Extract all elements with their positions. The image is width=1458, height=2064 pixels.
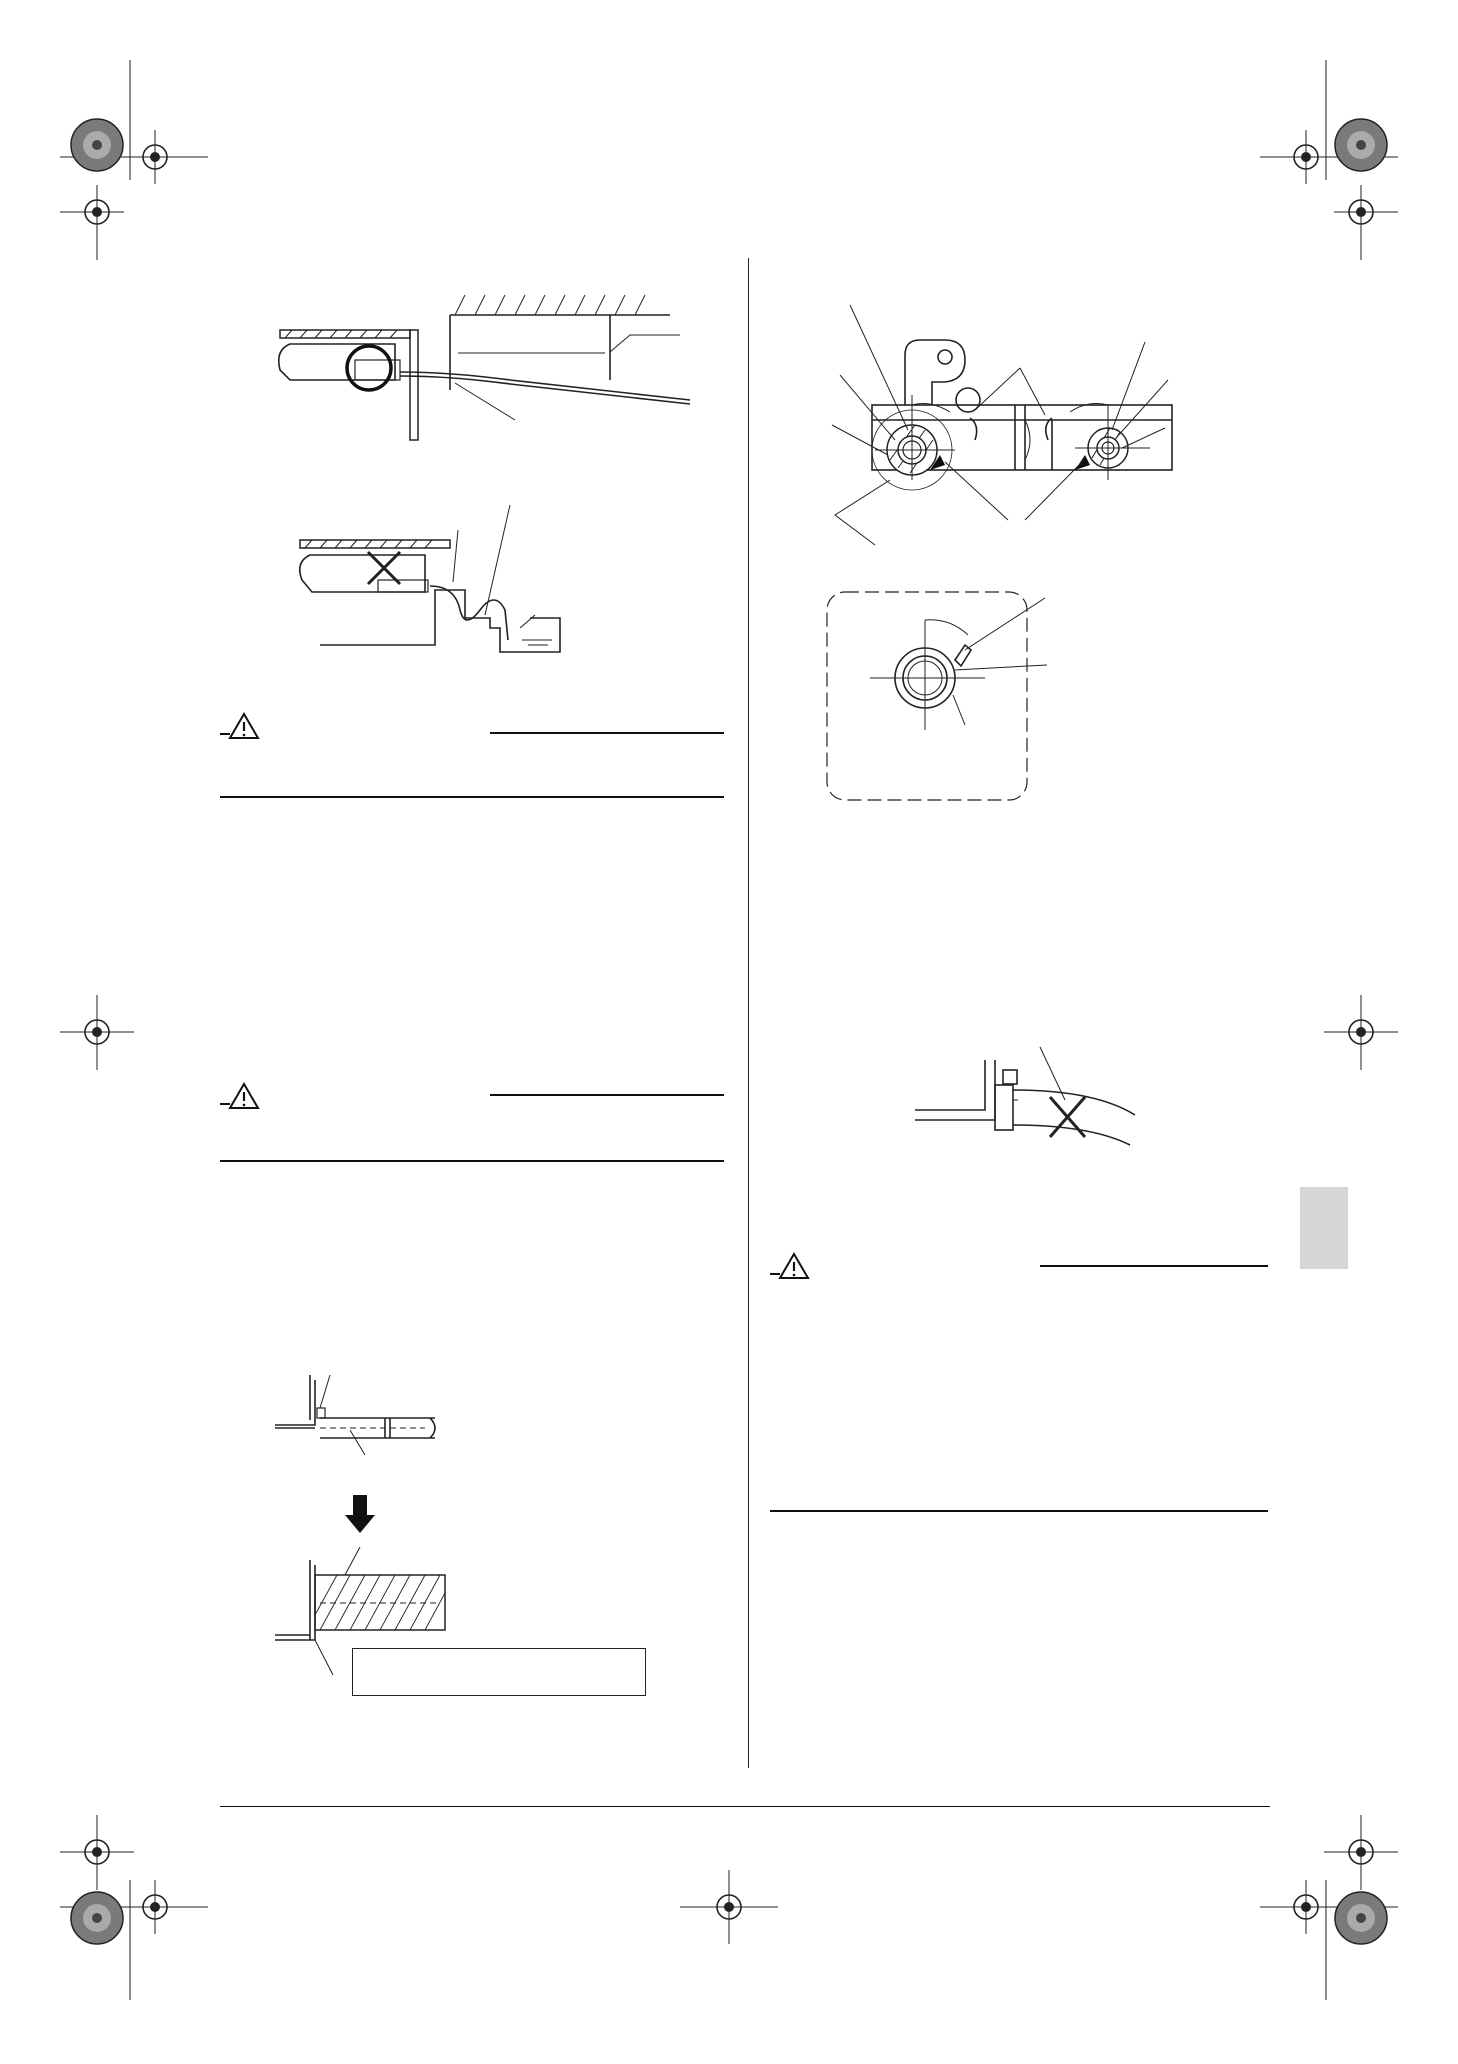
color-target-icon [1335,119,1387,171]
side-tab [1300,1187,1348,1269]
color-target-icon [1335,1892,1387,1944]
color-target-icon [71,1892,123,1944]
down-arrow-icon [345,1495,375,1535]
note-box [352,1648,646,1696]
drain-trap-incorrect [290,500,630,660]
cross-mark-icon [368,552,400,584]
column-divider [748,258,749,1768]
registration-mark-icon [60,995,134,1070]
warning-rule-top [490,732,724,734]
section-rule [770,1510,1268,1512]
circle-mark-icon [347,346,391,390]
warning-triangle-icon [770,1252,810,1280]
pipe-connection-angles [820,300,1170,540]
warning-rule-top [1040,1265,1268,1267]
warning-rule-top [490,1094,724,1096]
footer-rule [220,1806,1270,1807]
pipe-detail-zoom [825,590,1065,820]
pipe-bend-incorrect [915,1045,1145,1165]
section-rule [220,1160,724,1162]
color-target-icon [71,119,123,171]
registration-mark-icon [60,1815,134,1890]
section-rule [220,796,724,798]
warning-triangle-icon [220,1082,260,1110]
cross-mark-icon [1050,1097,1085,1137]
registration-mark-icon [1324,1815,1398,1890]
warning-triangle-icon [220,712,260,740]
registration-mark-icon [1324,995,1398,1070]
registration-mark-icon [680,1870,778,1944]
pipe-insulation-before [275,1370,455,1460]
registration-mark-icon [60,185,124,260]
drain-slope-correct [270,280,710,450]
registration-mark-icon [1334,185,1398,260]
